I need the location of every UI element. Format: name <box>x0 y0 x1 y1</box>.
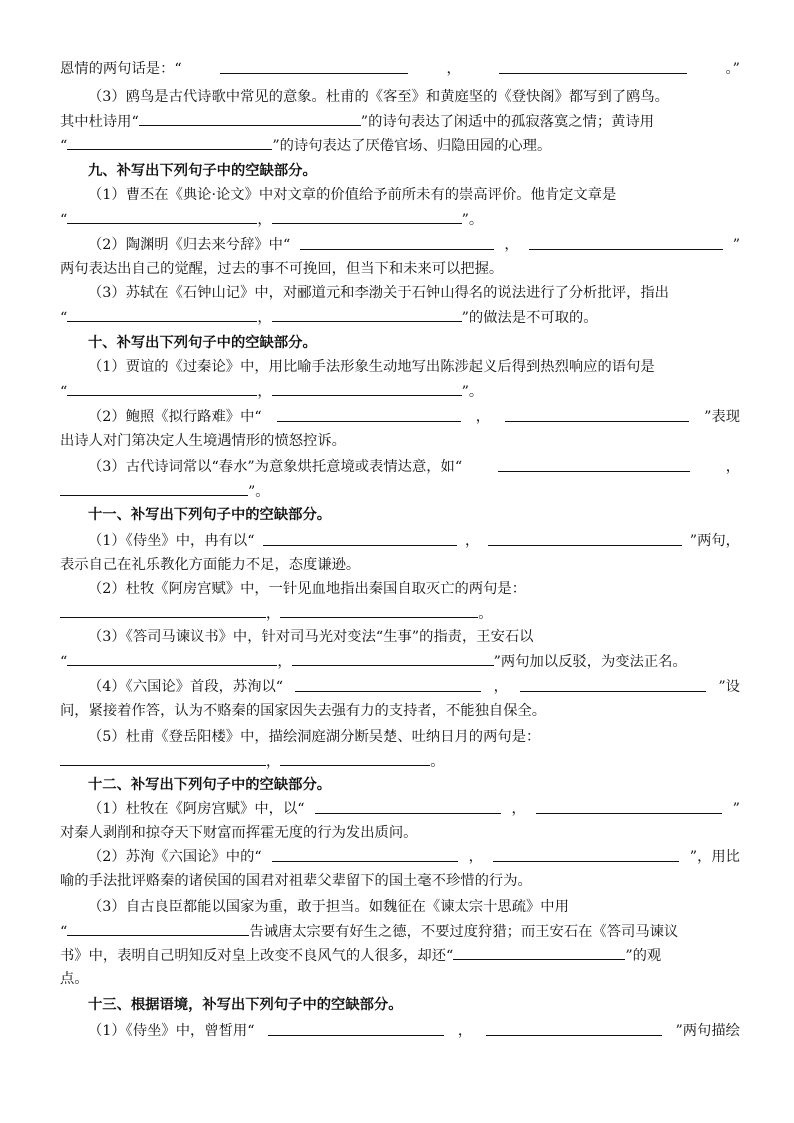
text-line: （2）苏洵《六国论》中的“ ， ”，用比 <box>88 846 740 869</box>
section-heading-10: 十、补写出下列句子中的空缺部分。 <box>88 335 317 351</box>
text-line: ”。 <box>60 480 740 503</box>
text-line: 其中杜诗用“ ”的诗句表达了闲适中的孤寂落寞之情；黄诗用 <box>60 110 740 133</box>
section-heading-13: 十三、根据语境，补写出下列句子中的空缺部分。 <box>88 997 403 1013</box>
question-text: （2）杜牧《阿房宫赋》中，一针见血地指出秦国自取灭亡的两句是： <box>88 581 526 597</box>
answer-blank[interactable] <box>67 134 272 150</box>
text-line: “ ， ”的做法是不可取的。 <box>60 306 740 329</box>
answer-blank[interactable] <box>520 676 706 692</box>
text-line: （1）《侍坐》中，冉有以“ ， ”两句， <box>88 530 740 553</box>
answer-blank[interactable] <box>277 406 461 422</box>
text-line: （4）《六国论》首段，苏洵以“ ， ”设 <box>88 676 740 699</box>
text-line: （1）杜牧在《阿房宫赋》中，以“ ， ” <box>88 798 740 821</box>
answer-blank[interactable] <box>67 920 249 936</box>
answer-blank[interactable] <box>280 750 430 766</box>
text-line: （3）古代诗词常以“春水”为意象烘托意境或表情达意，如“ ， <box>88 456 740 479</box>
answer-blank[interactable] <box>499 58 687 74</box>
answer-blank[interactable] <box>493 846 679 862</box>
answer-blank[interactable] <box>486 1020 662 1036</box>
question-text: 问，紧接着作答，认为不赂秦的国家因失去强有力的支持者，不能独自保全。 <box>60 703 547 719</box>
question-text: （3）自古良臣都能以国家为重，敢于担当。如魏征在《谏太宗十思疏》中用 <box>88 899 569 915</box>
section-heading-11: 十一、补写出下列句子中的空缺部分。 <box>88 507 332 523</box>
text-line: “ 告诫唐太宗要有好生之德，不要过度狩猎；而王安石在《答司马谏议 <box>60 920 740 943</box>
text-line: “ ， ”。 <box>60 380 740 403</box>
answer-blank[interactable] <box>220 58 408 74</box>
text-line: ， 。 <box>60 602 740 625</box>
text-line: “ ”的诗句表达了厌倦官场、归隐田园的心理。 <box>60 134 740 157</box>
answer-blank[interactable] <box>300 234 494 250</box>
question-text: （3）《答司马谏议书》中，针对司马光对变法“生事”的指责，王安石以 <box>88 629 534 645</box>
answer-blank[interactable] <box>60 480 248 496</box>
text-line: ， 。 <box>60 750 740 773</box>
answer-blank[interactable] <box>295 676 481 692</box>
question-text: 对秦人剥削和掠夺天下财富而挥霍无度的行为发出质问。 <box>60 825 418 841</box>
answer-blank[interactable] <box>272 208 462 224</box>
answer-blank[interactable] <box>529 234 723 250</box>
answer-blank[interactable] <box>139 110 361 126</box>
text-line: “ ， ”两句加以反驳，为变法正名。 <box>60 650 740 673</box>
question-text: （3）苏轼在《石钟山记》中，对郦道元和李渤关于石钟山得名的说法进行了分析批评，指出 <box>88 285 669 301</box>
text-line: （2）陶渊明《归去来兮辞》中“ ， ” <box>88 234 740 257</box>
answer-blank[interactable] <box>67 380 257 396</box>
question-text: （1）贾谊的《过秦论》中，用比喻手法形象生动地写出陈涉起义后得到热烈响应的语句是 <box>88 359 655 375</box>
section-heading-12: 十二、补写出下列句子中的空缺部分。 <box>88 777 332 793</box>
answer-blank[interactable] <box>536 798 722 814</box>
answer-blank[interactable] <box>272 306 462 322</box>
question-text: （1）曹丕在《典论·论文》中对文章的价值给予前所未有的崇高评价。他肯定文章是 <box>88 187 617 203</box>
answer-blank[interactable] <box>280 602 478 618</box>
answer-blank[interactable] <box>453 944 625 960</box>
text-line: 书》中，表明自己明知反对皇上改变不良风气的人很多，却还“ ”的观 <box>60 944 740 967</box>
question-text: 表示自己在礼乐教化方面能力不足，态度谦逊。 <box>60 557 361 573</box>
answer-blank[interactable] <box>263 530 457 546</box>
question-text: 点。 <box>60 971 89 987</box>
answer-blank[interactable] <box>498 456 690 472</box>
answer-blank[interactable] <box>272 846 458 862</box>
question-text: （5）杜甫《登岳阳楼》中，描绘洞庭湖分断吴楚、吐纳日月的两句是： <box>88 729 541 745</box>
question-text: 喻的手法批评赂秦的诸侯国的国君对祖辈父辈留下的国土毫不珍惜的行为。 <box>60 873 532 889</box>
answer-blank[interactable] <box>67 306 257 322</box>
answer-blank[interactable] <box>315 798 501 814</box>
text-line: 恩情的两句话是：“ ， 。” <box>60 58 740 81</box>
question-text: （3）鸥鸟是古代诗歌中常见的意象。杜甫的《客至》和黄庭坚的《登快阁》都写到了鸥鸟。 <box>88 89 669 105</box>
answer-blank[interactable] <box>292 650 494 666</box>
text-line: （1）《侍坐》中，曾皙用“ ， ”两句描绘 <box>88 1020 740 1043</box>
answer-blank[interactable] <box>67 650 277 666</box>
text-line: （2）鲍照《拟行路难》中“ ， ”表现 <box>88 406 740 429</box>
answer-blank[interactable] <box>272 380 462 396</box>
question-text: 出诗人对门第决定人生境遇情形的愤怒控诉。 <box>60 433 346 449</box>
text-line: “ ， ”。 <box>60 208 740 231</box>
section-heading-9: 九、补写出下列句子中的空缺部分。 <box>88 163 317 179</box>
answer-blank[interactable] <box>67 208 257 224</box>
answer-blank[interactable] <box>505 406 689 422</box>
answer-blank[interactable] <box>268 1020 444 1036</box>
question-text: 两句表达出自己的觉醒，过去的事不可挽回，但当下和未来可以把握。 <box>60 261 504 277</box>
answer-blank[interactable] <box>488 530 682 546</box>
answer-blank[interactable] <box>60 750 266 766</box>
answer-blank[interactable] <box>60 602 266 618</box>
